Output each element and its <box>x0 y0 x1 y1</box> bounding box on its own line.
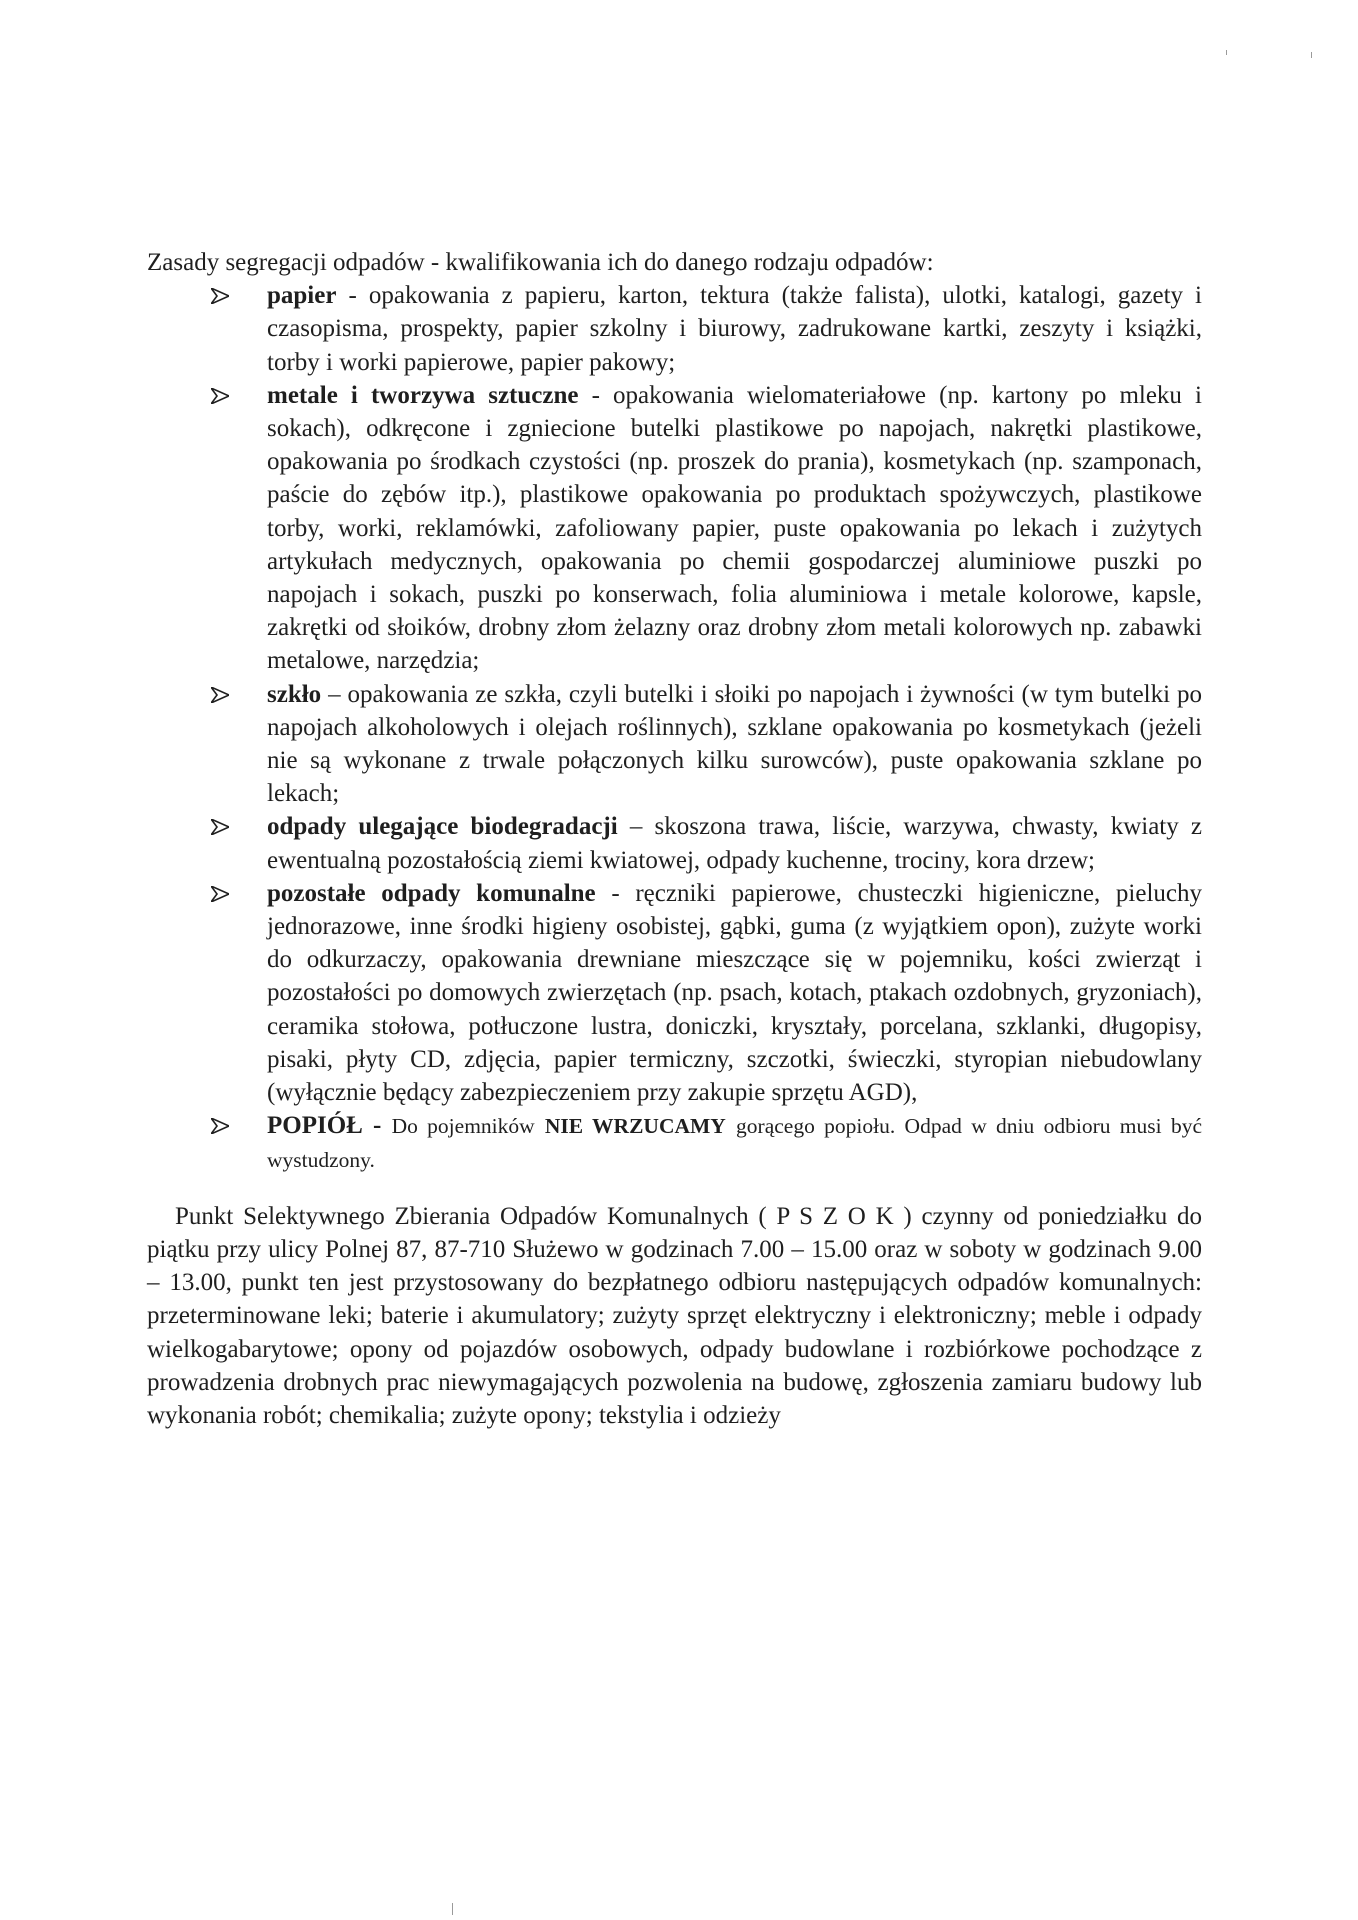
intro-heading: Zasady segregacji odpadów - kwalifikowania ich do danego rodzaju odpadów: <box>147 249 934 276</box>
category-term: pozostałe odpady komunalne <box>267 879 596 907</box>
popiol-note-emphasis: NIE WRZUCAMY <box>544 1114 726 1139</box>
list-item-bio <box>267 810 1202 876</box>
category-description: skoszona trawa, liście, warzywa, chwasty, kwiaty z ewentualną pozostałością ziemi kwiatowej, odpady kuchenne, trociny, kora drzew; <box>267 813 1203 874</box>
arrow-bullet-icon <box>211 819 229 835</box>
category-term: szkło <box>267 680 322 708</box>
category-term: papier <box>267 282 337 310</box>
arrow-bullet-icon <box>211 288 229 304</box>
pszok-paragraph: Punkt Selektywnego Zbierania Odpadów Komunalnych ( P S Z O K ) czynny od poniedziałku do piątku przy ulicy Polnej 87, 87-710 Służewo w godzinach 7.00 – 15.00 oraz w soboty w godzinach 9.00 – 13.00, punkt ten jest przystosowany do bezpłatnego odbioru następujących odpadów komunalnych: przeterminowane leki; baterie i akumulatory; zużyty sprzęt elektryczny i elektroniczny; meble i odpady wielkogabarytowe; opony od pojazdów osobowych, odpady budowlane i rozbiórkowe pochodzące z prowadzenia drobnych prac niewymagających pozwolenia na budowę, zgłoszenia zamiaru budowy lub wykonania robót; chemikalia; zużyte opony; tekstylia i odzieży <box>147 1202 1202 1429</box>
category-term: POPIÓŁ <box>267 1112 363 1140</box>
category-separator: - <box>362 1112 392 1140</box>
document-body <box>147 246 1202 1432</box>
category-description: opakowania wielomateriałowe (np. kartony po mleku i sokach), odkręcone i zgniecione butelki plastikowe po napojach, nakrętki plastikowe, opakowania po środkach czystości (np. proszek do prania), kosmetykach (np. szamponach, paście do zębów itp.), plastikowe opakowania po produktach spożywczych, plastikowe torby, worki, reklamówki, zafoliowany papier, puste opakowania po lekach i zużytych artykułach medycznych, opakowania po chemii gospodarczej aluminiowe puszki po napojach i sokach, puszki po konserwach, folia aluminiowa i metale kolorowe, kapsle, zakrętki od słoików, drobny złom żelazny oraz drobny złom metali kolorowych np. zabawki metalowe, narzędzia; <box>267 381 1202 675</box>
arrow-bullet-icon <box>211 687 229 703</box>
category-separator: - <box>336 282 369 310</box>
popiol-note-part2: gorącego popiołu. Odpad w dniu odbioru musi być wystudzony. <box>267 1114 1202 1173</box>
category-term: metale i tworzywa sztuczne <box>267 381 579 409</box>
category-separator: – <box>321 680 348 708</box>
list-item-pozostale <box>267 877 1202 1109</box>
scan-mark <box>1311 52 1312 58</box>
category-separator: - <box>595 879 636 907</box>
scan-mark <box>1226 50 1227 55</box>
popiol-note-part1: Do pojemników <box>391 1114 535 1139</box>
list-item-metale <box>267 379 1202 678</box>
list-item-papier <box>267 279 1202 379</box>
arrow-bullet-icon <box>211 388 229 404</box>
category-description: opakowania ze szkła, czyli butelki i słoiki po napojach i żywności (w tym butelki po napojach alkoholowych i olejach roślinnych), szklane opakowania po kosmetykach (jeżeli nie są wykonane z trwale połączonych kilku surowców), puste opakowania szklane po lekach; <box>267 680 1202 808</box>
category-separator: – <box>617 813 655 841</box>
category-description: ręczniki papierowe, chusteczki higieniczne, pieluchy jednorazowe, inne środki higieny osobistej, gąbki, guma (z wyjątkiem opon), zużyte worki do odkurzaczy, opakowania drewniane mieszczące się w pojemniku, kości zwierząt i pozostałości po domowych zwierzętach (np. psach, kotach, ptakach ozdobnych, gryzoniach), ceramika stołowa, potłuczone lustra, doniczki, kryształy, porcelana, szklanki, długopisy, pisaki, płyty CD, zdjęcia, papier termiczny, szczotki, świeczki, styropian niebudowlany (wyłącznie będący zabezpieczeniem przy zakupie sprzętu AGD), <box>267 879 1202 1107</box>
waste-category-list <box>147 279 1202 1177</box>
category-description: opakowania z papieru, karton, tektura (także falista), ulotki, katalogi, gazety i czasopisma, prospekty, papier szkolny i biurowy, zadrukowane kartki, zeszyty i książki, torby i worki papierowe, papier pakowy; <box>267 282 1203 376</box>
list-item-szklo <box>267 678 1202 811</box>
category-separator: - <box>578 381 614 409</box>
list-item-popiol <box>267 1109 1202 1177</box>
arrow-bullet-icon <box>211 1118 229 1134</box>
arrow-bullet-icon <box>211 886 229 902</box>
category-term: odpady ulegające biodegradacji <box>267 813 618 841</box>
scan-mark <box>452 1903 453 1915</box>
